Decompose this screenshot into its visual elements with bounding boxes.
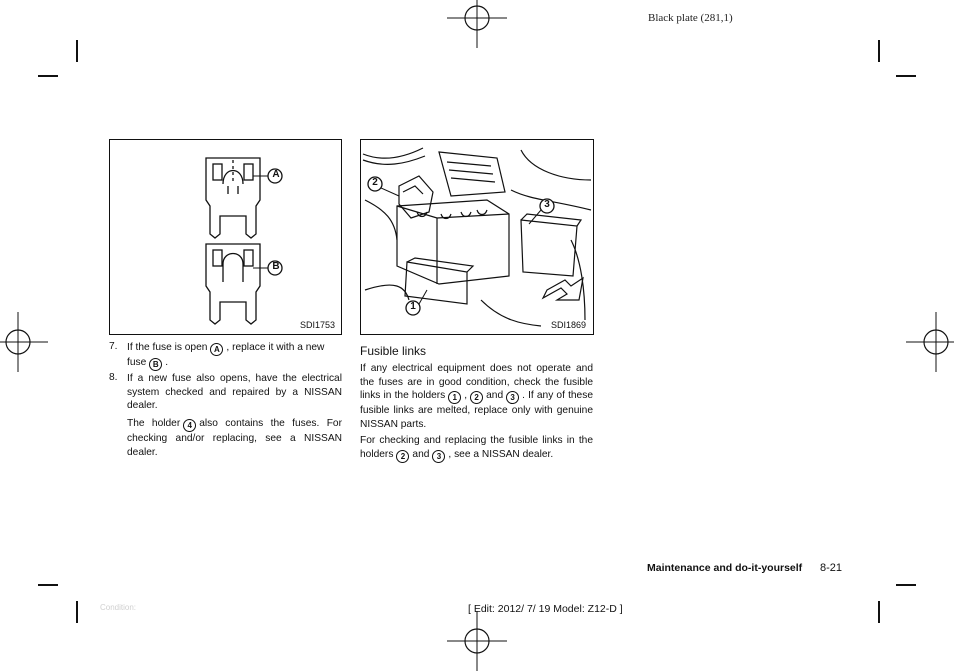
step-number: 7. bbox=[109, 341, 118, 352]
callout-a: A bbox=[210, 343, 223, 356]
step-number: 8. bbox=[109, 372, 118, 383]
fusible-links-paragraph-2: For checking and replacing the fusible links in the holders 2 and 3 , see a NISSAN dealer. bbox=[360, 435, 593, 461]
fusible-links-paragraph-1: If any electrical equipment does not operate and the fuses are in good condition, check the fusible links in the holders 1 , 2 and 3 . If any of these fusible links are melted, replace only with genuine NISSAN parts. bbox=[360, 363, 593, 430]
section-title: Maintenance and do-it-yourself bbox=[647, 562, 803, 574]
label-a: A bbox=[272, 169, 280, 180]
holder-note: The holder 4 also contains the fuses. For checking and/or replacing, see a NISSAN dealer. bbox=[127, 418, 342, 458]
registration-mark-bottom bbox=[447, 611, 507, 671]
label-1: 1 bbox=[410, 301, 416, 312]
edit-info: [ Edit: 2012/ 7/ 19 Model: Z12-D ] bbox=[468, 603, 623, 615]
registration-mark-right bbox=[906, 312, 954, 372]
condition-label: Condition: bbox=[100, 603, 137, 612]
fusible-links-figure bbox=[360, 139, 594, 335]
callout-4: 4 bbox=[183, 419, 196, 432]
label-2: 2 bbox=[372, 177, 378, 188]
registration-mark-top bbox=[447, 0, 507, 48]
figure-code: SDI1753 bbox=[300, 320, 336, 330]
callout-b: B bbox=[149, 358, 162, 371]
step-8-text: If a new fuse also opens, have the electrical system checked and repaired by a NISSAN dealer. bbox=[127, 373, 342, 412]
registration-mark-left bbox=[0, 312, 48, 372]
engine-bay-illustration bbox=[361, 140, 593, 334]
step-7-text: If the fuse is open A , replace it with a new fuse B . bbox=[127, 342, 325, 369]
figure-code: SDI1869 bbox=[551, 320, 587, 330]
plate-label: Black plate (281,1) bbox=[648, 12, 733, 24]
section-heading: Fusible links bbox=[360, 344, 427, 358]
label-3: 3 bbox=[544, 199, 550, 210]
fuse-illustration bbox=[110, 140, 341, 334]
fuse-figure bbox=[109, 139, 342, 335]
label-b: B bbox=[272, 261, 280, 272]
page-number: 8-21 bbox=[820, 562, 843, 574]
